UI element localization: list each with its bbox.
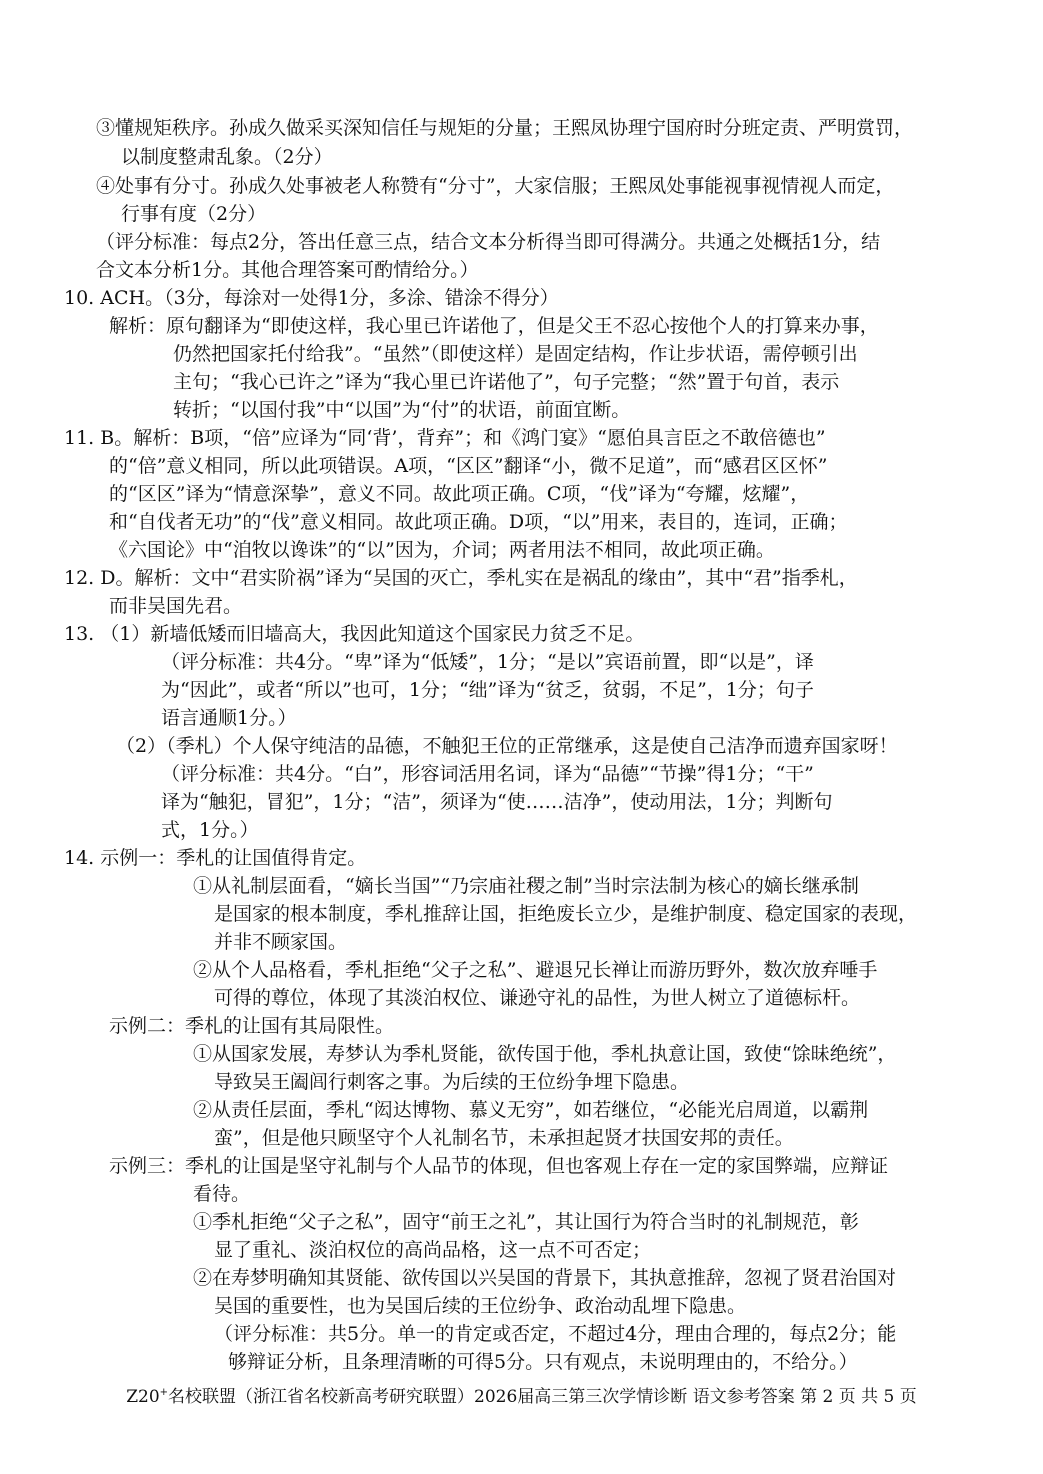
text-line: 主句；“我心已许之”译为“我心里已许诺他了”，句子完整；“然”置于句首，表示 xyxy=(173,371,840,393)
question-12: 12. D。解析：文中“君实阶祸”译为“吴国的灭亡，季札实在是祸乱的缘由”，其中“君”指季札， xyxy=(64,567,858,589)
footer-brand-sup: + xyxy=(159,1387,169,1398)
text-line: 显了重礼、淡泊权位的高尚品格，这一点不可否定； xyxy=(214,1239,652,1261)
text-line: 而非吴国先君。 xyxy=(109,595,243,617)
text-line: 可得的尊位，体现了其淡泊权位、谦逊守礼的品性，为世人树立了道德标杆。 xyxy=(214,987,861,1009)
text-line: 的“区区”译为“情意深挚”，意义不同。故此项正确。C项，“伐”译为“夸耀，炫耀”， xyxy=(109,483,810,505)
question-13: 13. （1）新墙低矮而旧墙高大，我因此知道这个国家民力贫乏不足。 xyxy=(64,623,645,645)
text-line: 是国家的根本制度，季札推辞让国，拒绝废长立少，是维护制度、稳定国家的表现， xyxy=(214,903,918,925)
text-line: 的“倍”意义相同，所以此项错误。A项，“区区”翻译“小，微不足道”，而“感君区区怀” xyxy=(109,455,828,477)
text-line: 为“因此”，或者“所以”也可，1分；“绌”译为“贫乏，贫弱，不足”，1分；句子 xyxy=(161,679,814,701)
text-line: 示例三：季札的让国是坚守礼制与个人品节的体现，但也客观上存在一定的家国弊端，应辩证 xyxy=(109,1155,889,1177)
text-line: ②从个人品格看，季札拒绝“父子之私”、避退兄长禅让而游历野外，数次放弃唾手 xyxy=(193,959,878,981)
text-line: 解析：原句翻译为“即使这样，我心里已许诺他了，但是父王不忍心按他个人的打算来办事， xyxy=(109,315,879,337)
text-line: 式，1分。） xyxy=(161,819,259,841)
text-line: ③懂规矩秩序。孙成久做采买深知信任与规矩的分量；王熙凤协理宁国府时分班定责、严明赏罚， xyxy=(96,117,914,139)
text-line: 《六国论》中“洎牧以谗诛”的“以”因为，介词；两者用法不相同，故此项正确。 xyxy=(109,539,775,561)
text-line: （评分标准：共4分。“卑”译为“低矮”，1分；“是以”宾语前置，即“以是”，译 xyxy=(161,651,814,673)
text-line: （评分标准：共5分。单一的肯定或否定，不超过4分，理由合理的，每点2分；能 xyxy=(214,1323,897,1345)
text-line: ④处事有分寸。孙成久处事被老人称赞有“分寸”，大家信服；王熙凤处事能视事视情视人而定， xyxy=(96,175,895,197)
text-line: 合文本分析1分。其他合理答案可酌情给分。） xyxy=(96,259,479,281)
text-line: 和“自伐者无功”的“伐”意义相同。故此项正确。D项，“以”用来，表目的，连词，正确； xyxy=(109,511,848,533)
question-11: 11. B。解析：B项，“倍”应译为“同‘背’，背弃”；和《鸿门宴》“愿伯具言臣之不敢倍德也” xyxy=(64,427,826,449)
text-line: 蛮”，但是他只顾坚守个人礼制名节，未承担起贤才扶国安邦的责任。 xyxy=(214,1127,794,1149)
text-line: 示例二：季札的让国有其局限性。 xyxy=(109,1015,395,1037)
text-line: （评分标准：共4分。“白”，形容词活用名词，译为“品德”“节操”得1分；“干” xyxy=(161,763,814,785)
text-line: 转折；“以国付我”中“以国”为“付”的状语，前面宜断。 xyxy=(173,399,631,421)
text-line: ②在寿梦明确知其贤能、欲传国以兴吴国的背景下，其执意推辞，忽视了贤君治国对 xyxy=(193,1267,897,1289)
text-line: 导致吴王阖闾行刺客之事。为后续的王位纷争埋下隐患。 xyxy=(214,1071,690,1093)
text-line: ②从责任层面，季札“闳达博物、慕义无穷”，如若继位，“必能光启周道，以霸荆 xyxy=(193,1099,869,1121)
text-line: ①从礼制层面看，“嫡长当国”“乃宗庙社稷之制”当时宗法制为核心的嫡长继承制 xyxy=(193,875,859,897)
text-line: 行事有度（2分） xyxy=(121,203,267,225)
text-line: 语言通顺1分。） xyxy=(161,707,297,729)
text-line: 译为“触犯，冒犯”，1分；“洁”，须译为“使……洁净”，使动用法，1分；判断句 xyxy=(161,791,833,813)
text-line: 并非不顾家国。 xyxy=(214,931,348,953)
footer-text: 名校联盟（浙江省名校新高考研究联盟）2026届高三第三次学情诊断 语文参考答案 第 2 页 共 5 页 xyxy=(168,1387,917,1407)
footer-brand: Z20 xyxy=(126,1387,160,1407)
text-line: 看待。 xyxy=(193,1183,251,1205)
text-line: 仍然把国家托付给我”。“虽然”（即使这样）是固定结构，作让步状语，需停顿引出 xyxy=(173,343,858,365)
text-line: ①从国家发展，寿梦认为季札贤能，欲传国于他，季札执意让国，致使“馀昧绝统”， xyxy=(193,1043,897,1065)
text-line: （评分标准：每点2分，答出任意三点，结合文本分析得当即可得满分。共通之处概括1分，结 xyxy=(96,231,881,253)
text-line: 吴国的重要性，也为吴国后续的王位纷争、政治动乱埋下隐患。 xyxy=(214,1295,747,1317)
text-line: （2）（季札）个人保守纯洁的品德，不触犯王位的正常继承，这是使自己洁净而遗弃国家呀！ xyxy=(116,735,898,757)
text-line: 够辩证分析，且条理清晰的可得5分。只有观点，未说明理由的，不给分。） xyxy=(228,1351,858,1373)
question-14: 14. 示例一：季札的让国值得肯定。 xyxy=(64,847,367,869)
text-line: 以制度整肃乱象。（2分） xyxy=(121,146,333,168)
page-footer xyxy=(0,1381,1043,1409)
text-line: ①季札拒绝“父子之私”，固守“前王之礼”，其让国行为符合当时的礼制规范，彰 xyxy=(193,1211,859,1233)
question-10: 10. ACH。（3分，每涂对一处得1分，多涂、错涂不得分） xyxy=(64,287,559,309)
